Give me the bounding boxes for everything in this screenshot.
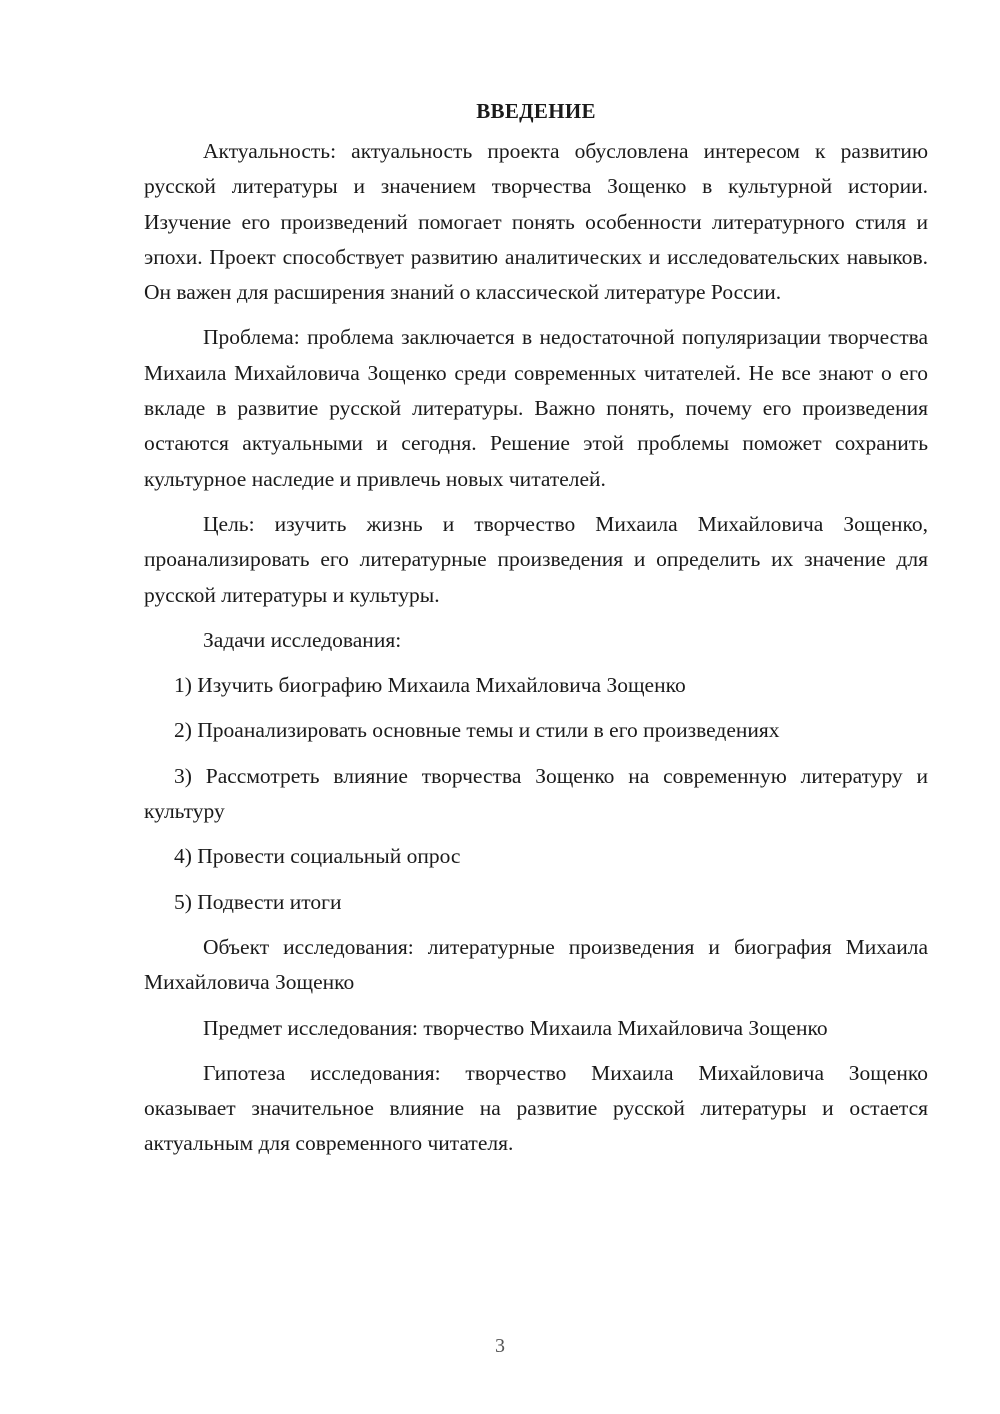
tasks-list (144, 668, 928, 920)
problem-paragraph: Проблема: проблема заключается в недостаточной популяризации творчества Михаила Михайловича Зощенко среди современных читателей. Не все знают о его вкладе в развитие русской литературы. Важно понять, почему его произведения остаются актуальными и сегодня. Решение этой проблемы поможет сохранить культурное наследие и привлечь новых читателей. (144, 325, 928, 491)
task-item-3: 3) Рассмотреть влияние творчества Зощенко на современную литературу и культуру (144, 763, 928, 824)
task-item-1: 1) Изучить биографию Михаила Михайловича Зощенко (174, 673, 686, 698)
task-item-5: 5) Подвести итоги (174, 889, 342, 914)
tasks-title: Задачи исследования: (203, 627, 402, 652)
task-item-2: 2) Проанализировать основные темы и стили в его произведениях (174, 718, 780, 743)
document-page (144, 94, 928, 1172)
section-heading: ВВЕДЕНИЕ (476, 99, 596, 123)
goal-paragraph: Цель: изучить жизнь и творчество Михаила Михайловича Зощенко, проанализировать его литературные произведения и определить их значение для русской литературы и культуры. (144, 511, 928, 607)
page-number: 3 (495, 1335, 505, 1357)
object-paragraph: Объект исследования: литературные произведения и биография Михаила Михайловича Зощенко (144, 934, 928, 995)
relevance-paragraph: Актуальность: актуальность проекта обусловлена интересом к развитию русской литературы и значением творчества Зощенко в культурной истории. Изучение его произведений помогает понять особенности литературного стиля и эпохи. Проект способствует развитию аналитических и исследовательских навыков. Он важен для расширения знаний о классической литературе России. (144, 139, 928, 305)
hypothesis-paragraph: Гипотеза исследования: творчество Михаила Михайловича Зощенко оказывает значительное влияние на развитие русской литературы и остается актуальным для современного читателя. (144, 1060, 928, 1156)
task-item-4: 4) Провести социальный опрос (174, 844, 461, 869)
subject-paragraph: Предмет исследования: творчество Михаила Михайловича Зощенко (203, 1015, 828, 1040)
